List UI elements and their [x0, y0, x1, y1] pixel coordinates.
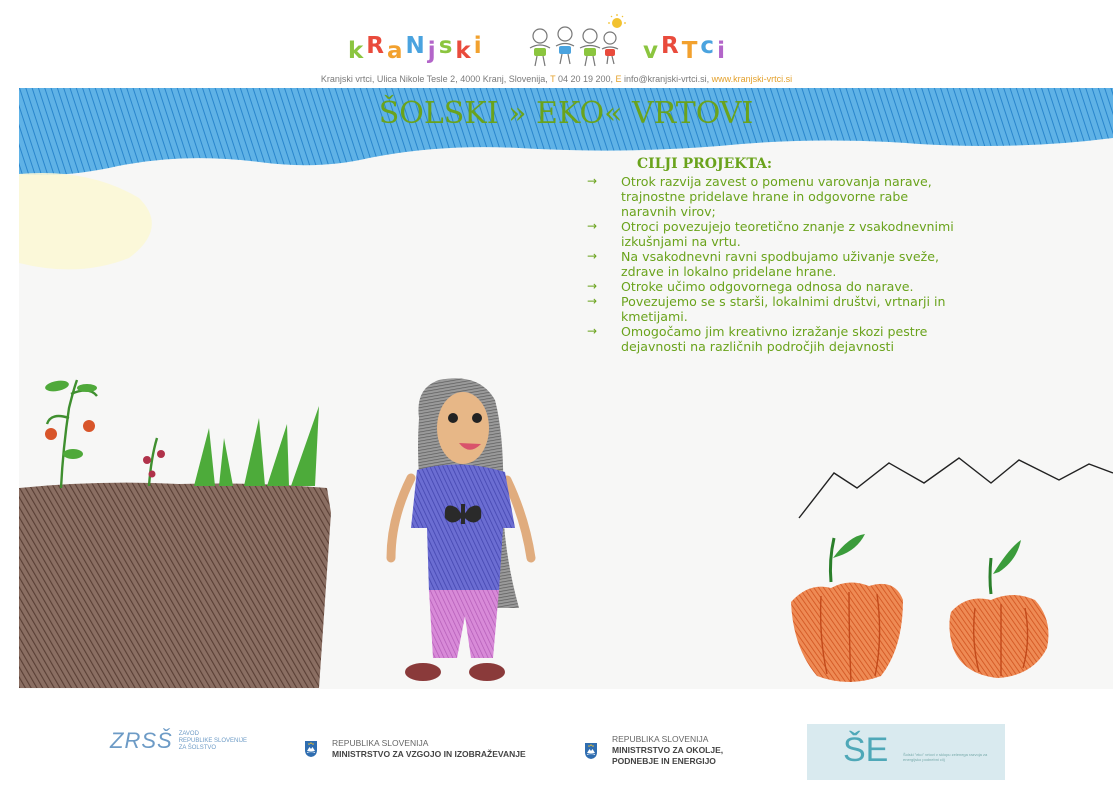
logo-letter: s: [438, 33, 456, 59]
goal-text: Otroke učimo odgovornega odnosa do narave.: [621, 279, 914, 294]
email-link[interactable]: info@kranjski-vrtci.si,: [621, 74, 712, 84]
ministry-line: REPUBLIKA SLOVENIJA: [332, 738, 429, 748]
goal-text: Povezujemo se s starši, lokalnimi društvi, vrtnarji in kmetijami.: [621, 294, 946, 324]
logo-text-left: [348, 33, 485, 64]
ministry-education-text: [332, 738, 526, 760]
se-mark: ŠE: [843, 731, 889, 769]
logo-letter: T: [681, 38, 701, 64]
logo-letter: a: [387, 38, 406, 64]
website-link[interactable]: www.kranjski-vrtci.si: [711, 74, 793, 84]
se-project-logo: [807, 724, 1005, 780]
arrow-right-icon: →: [587, 294, 598, 308]
ministry-environment-logo: [584, 734, 723, 767]
phone-number: 04 20 19 200,: [555, 74, 616, 84]
logo-header: [0, 14, 1113, 70]
arrow-right-icon: →: [587, 279, 598, 293]
zrss-line: ZAVOD: [178, 730, 199, 737]
logo-letter: c: [700, 33, 718, 59]
ministry-education-logo: [304, 738, 526, 760]
zrss-logo: [110, 728, 247, 754]
zrss-mark: ZRSŠ: [110, 728, 173, 753]
logo-letter: k: [348, 38, 367, 64]
zrss-line: REPUBLIKE SLOVENIJE: [178, 737, 248, 744]
arrow-right-icon: →: [587, 174, 598, 188]
phone-label: T: [550, 74, 556, 84]
logo-letter: i: [717, 38, 728, 64]
ministry-line: REPUBLIKA SLOVENIJA: [612, 734, 709, 744]
project-goals: [585, 156, 965, 354]
arrow-right-icon: →: [587, 249, 598, 263]
address-text: Kranjski vrtci, Ulica Nikole Tesle 2, 4000 Kranj, Slovenija,: [320, 74, 551, 84]
ministry-line: PODNEBJE IN ENERGIJO: [612, 756, 716, 766]
goal-item: [585, 324, 965, 354]
goal-text: Omogočamo jim kreativno izražanje skozi pestre dejavnosti na različnih področjih dejavnosti: [621, 324, 928, 354]
children-drawing: [19, 88, 1113, 689]
goal-text: Otrok razvija zavest o pomenu varovanja narave, trajnostne pridelave hrane in odgovorne rabe naravnih virov;: [621, 174, 932, 219]
ministry-line: MINISTRSTVO ZA VZGOJO IN IZOBRAŽEVANJE: [332, 749, 526, 759]
poster-title: ŠOLSKI » EKO« VRTOVI: [378, 96, 754, 131]
logo-letter: k: [455, 38, 474, 64]
goal-text: Na vsakodnevni ravni spodbujamo uživanje sveže, zdrave in lokalno pridelane hrane.: [621, 249, 939, 279]
arrow-right-icon: →: [587, 324, 598, 338]
goal-item: [585, 249, 965, 279]
address-line: [0, 74, 1113, 84]
arrow-right-icon: →: [587, 219, 598, 233]
logo-letter: j: [427, 38, 439, 64]
goals-heading: CILJI PROJEKTA:: [637, 156, 773, 172]
kids-logo-icon: [510, 14, 640, 70]
logo-letter: v: [643, 38, 661, 64]
goal-item: [585, 174, 965, 219]
se-text: Šolski "eko" vrtovi v sklopu zelenega razvoja za energijsko podnebni cilj: [903, 752, 988, 762]
goal-text: Otroci povezujejo teoretično znanje z vsakodnevnimi izkušnjami na vrtu.: [621, 219, 954, 249]
ministry-environment-text: [612, 734, 723, 767]
goal-item: [585, 294, 965, 324]
email-label: E: [615, 74, 622, 84]
zrss-name: [179, 731, 247, 752]
goal-item: [585, 279, 965, 294]
logo-letter: R: [366, 33, 388, 59]
slovenia-crest-icon: [584, 742, 598, 760]
logo-text-right: [643, 33, 728, 64]
partner-logos: [0, 720, 1113, 782]
logo-letter: N: [405, 33, 428, 59]
goal-item: [585, 219, 965, 249]
ministry-line: MINISTRSTVO ZA OKOLJE,: [612, 745, 724, 755]
slovenia-crest-icon: [304, 740, 318, 758]
zrss-line: ZA ŠOLSTVO: [178, 744, 217, 751]
logo-letter: R: [661, 33, 682, 59]
logo-letter: i: [473, 33, 485, 59]
